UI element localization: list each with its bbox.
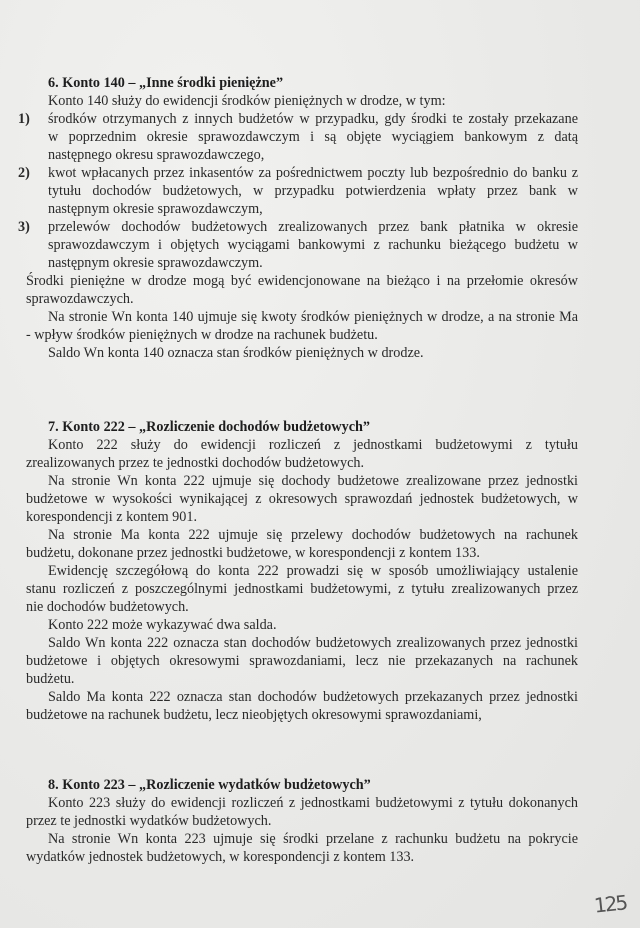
- handwritten-page-number: 125: [592, 890, 628, 918]
- paragraph-line: Na stronie Wn konta 140 ujmuje się kwoty środków pieniężnych w drodze, a na stronie Ma: [48, 309, 578, 325]
- paragraph-line: budżetowe w wysokości wynikającej z okresowych sprawozdań jednostek budżetowych, w: [26, 491, 578, 507]
- paragraph-line: Konto 223 służy do ewidencji rozliczeń z jednostkami budżetowymi z tytułu dokonanych: [48, 795, 578, 811]
- paragraph-line: Na stronie Wn konta 223 ujmuje się środki przelane z rachunku budżetu na pokrycie: [48, 831, 578, 847]
- list-item-number: 3): [18, 219, 30, 235]
- paragraph-line: budżetu, dokonane przez jednostki budżetowe, w korespondencji z kontem 133.: [26, 545, 480, 561]
- list-item-number: 2): [18, 165, 30, 181]
- paragraph-line: korespondencji z kontem 901.: [26, 509, 197, 525]
- paragraph-line: Środki pieniężne w drodze mogą być ewidencjonowane na bieżąco i na przełomie okresów: [26, 273, 578, 289]
- list-item-text: kwot wpłacanych przez inkasentów za pośrednictwem poczty lub bezpośrednio do banku z: [48, 165, 578, 181]
- paragraph-line: Konto 222 służy do ewidencji rozliczeń z jednostkami budżetowymi z tytułu: [48, 437, 578, 453]
- list-item-text: środków otrzymanych z innych budżetów w przypadku, gdy środki te zostały przekazane: [48, 111, 578, 127]
- list-item-text: tytułu dochodów budżetowych, w przypadku potwierdzenia wpłaty przez bank w: [48, 183, 578, 199]
- paragraph-line: budżetowe na rachunek budżetu, lecz nieobjętych okresowymi sprawozdaniami,: [26, 707, 482, 723]
- list-item-text: następnym okresie sprawozdawczym,: [48, 201, 263, 217]
- paragraph-line: Na stronie Ma konta 222 ujmuje się przelewy dochodów budżetowych na rachunek: [48, 527, 578, 543]
- paragraph-line: budżetu.: [26, 671, 75, 687]
- paragraph-line: Ewidencję szczegółową do konta 222 prowadzi się w sposób umożliwiający ustalenie: [48, 563, 578, 579]
- paragraph-line: Konto 222 może wykazywać dwa salda.: [48, 617, 277, 633]
- list-item-text: przelewów dochodów budżetowych zrealizowanych przez bank płatnika w okresie: [48, 219, 578, 235]
- list-item-text: sprawozdawczym i objętych wyciągami bankowymi z rachunku bieżącego budżetu w: [48, 237, 578, 253]
- paragraph-line: Saldo Wn konta 140 oznacza stan środków pieniężnych w drodze.: [48, 345, 424, 361]
- paragraph-line: nie dochodów budżetowych.: [26, 599, 189, 615]
- paragraph-line: sprawozdawczych.: [26, 291, 134, 307]
- paragraph-line: Saldo Ma konta 222 oznacza stan dochodów budżetowych przekazanych przez jednostki: [48, 689, 578, 705]
- paragraph-line: zrealizowanych przez te jednostki dochodów budżetowych.: [26, 455, 365, 471]
- paragraph-line: budżetowe i objętych okresowymi sprawozdaniami, lecz nie przekazanych na rachunek: [26, 653, 578, 669]
- paragraph-line: Saldo Wn konta 222 oznacza stan dochodów budżetowych zrealizowanych przez jednostki: [48, 635, 578, 651]
- paragraph-line: Na stronie Wn konta 222 ujmuje się dochody budżetowe zrealizowane przez jednostki: [48, 473, 578, 489]
- paragraph-line: stanu rozliczeń z poszczególnymi jednostkami budżetowymi, z tytułu zrealizowanych przez: [26, 581, 578, 597]
- section-6-intro: Konto 140 służy do ewidencji środków pieniężnych w drodze, w tym:: [48, 93, 446, 109]
- list-item-text: w poprzednim okresie sprawozdawczym i są objęte wyciągiem bankowym z datą: [48, 129, 578, 145]
- section-6-heading: 6. Konto 140 – „Inne środki pieniężne”: [48, 75, 284, 91]
- list-item-text: następnym okresie sprawozdawczym.: [48, 255, 263, 271]
- paragraph-line: przez te jednostki wydatków budżetowych.: [26, 813, 272, 829]
- paragraph-line: - wpływ środków pieniężnych w drodze na rachunek budżetu.: [26, 327, 378, 343]
- paragraph-line: wydatków jednostek budżetowych, w korespondencji z kontem 133.: [26, 849, 415, 865]
- list-item-number: 1): [18, 111, 30, 127]
- section-8-heading: 8. Konto 223 – „Rozliczenie wydatków budżetowych”: [48, 777, 371, 793]
- list-item-text: następnego okresu sprawozdawczego,: [48, 147, 265, 163]
- section-7-heading: 7. Konto 222 – „Rozliczenie dochodów budżetowych”: [48, 419, 370, 435]
